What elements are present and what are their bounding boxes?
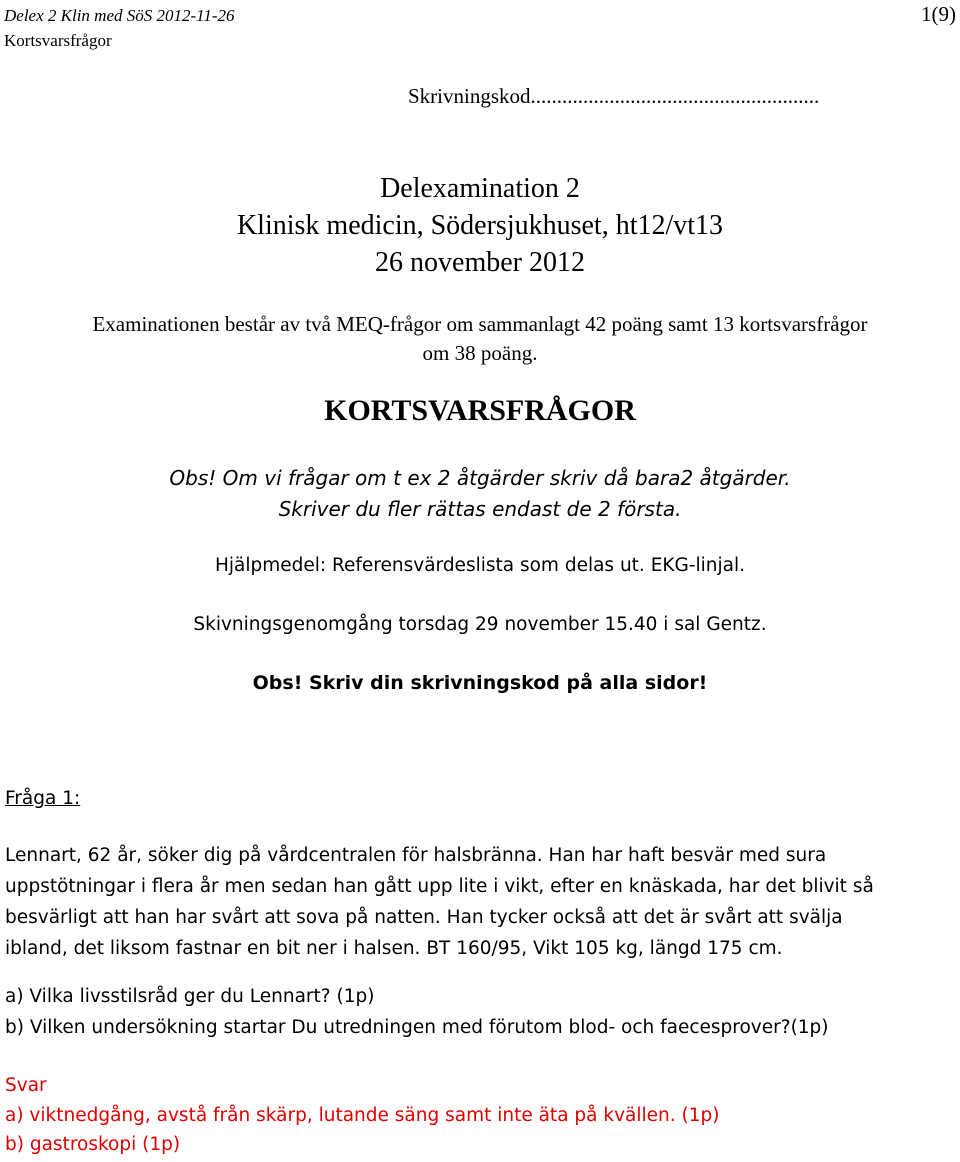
obs-note-line-2: Skriver du fler rättas endast de 2 första.: [278, 497, 682, 521]
question-part-a: a) Vilka livsstilsråd ger du Lennart? (1p): [5, 986, 375, 1007]
exam-title: Delexamination 2: [380, 173, 580, 204]
exam-course: Klinisk medicin, Södersjukhuset, ht12/vt13: [236, 210, 724, 241]
answer-a: a) viktnedgång, avstå från skärp, lutande säng samt inte äta på kvällen. (1p): [5, 1105, 720, 1126]
exam-code-line: Skrivningskod.......................................................: [408, 84, 820, 108]
exam-date: 26 november 2012: [375, 247, 585, 278]
document-header-title: Delex 2 Klin med SöS 2012-11-26: [4, 6, 235, 25]
case-line-3: besvärligt att han har svårt att sova på natten. Han tycker också att det är svårt att svälja: [5, 907, 843, 928]
code-warning: Obs! Skriv din skrivningskod på alla sidor!: [252, 672, 708, 694]
page-number: 1(9): [921, 2, 956, 26]
review-note: Skivningsgenomgång torsdag 29 november 15.40 i sal Gentz.: [193, 614, 767, 635]
case-line-4: ibland, det liksom fastnar en bit ner i halsen. BT 160/95, Vikt 105 kg, längd 175 cm.: [5, 938, 783, 959]
section-heading: KORTSVARSFRÅGOR: [324, 394, 636, 427]
question-part-b: b) Vilken undersökning startar Du utredningen med förutom blod- och faecesprover?(1p): [5, 1017, 829, 1038]
document-header-subtitle: Kortsvarsfrågor: [4, 31, 112, 50]
answer-label: Svar: [5, 1075, 47, 1096]
intro-line-1: Examinationen består av två MEQ-frågor om sammanlagt 42 poäng samt 13 kortsvarsfrågor: [92, 312, 868, 336]
case-line-2: uppstötningar i flera år men sedan han gått upp lite i vikt, efter en knäskada, har det blivit så: [5, 876, 874, 897]
obs-note-line-1: Obs! Om vi frågar om t ex 2 åtgärder skriv då bara2 åtgärder.: [169, 466, 791, 490]
aids-note: Hjälpmedel: Referensvärdeslista som delas ut. EKG-linjal.: [214, 555, 746, 576]
intro-line-2: om 38 poäng.: [422, 341, 538, 365]
case-description: [5, 840, 955, 964]
case-line-1: Lennart, 62 år, söker dig på vårdcentralen för halsbränna. Han har haft besvär med sura: [5, 845, 827, 866]
answer-b: b) gastroskopi (1p): [5, 1134, 181, 1155]
question-label: Fråga 1:: [5, 788, 81, 809]
